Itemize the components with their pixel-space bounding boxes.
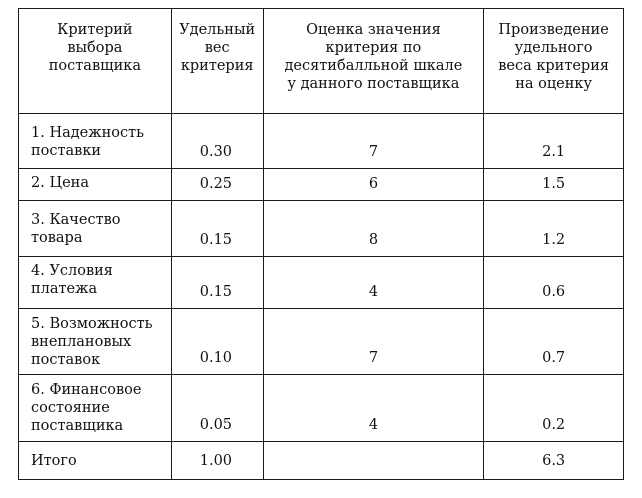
weight-value: 0.15 [199,284,233,300]
score-cell [264,169,485,200]
weight-value: 0.15 [199,232,233,248]
table-row [19,375,624,442]
table-row [19,169,624,201]
weight-value: 0.25 [199,176,233,192]
table-row [19,309,624,375]
header-score: Оценка значения критерия по десятибалльной шкале у данного поставщика [264,9,485,113]
product-value: 0.6 [542,284,566,300]
total-score-cell [264,442,485,479]
header-product: Произведение удельного веса критерия на оценку [484,9,624,113]
table-row [19,257,624,309]
score-cell [264,309,485,374]
score-cell [264,201,485,256]
criterion-cell: 1. Надежность поставки [19,114,172,168]
total-product-value: 6.3 [542,452,566,469]
weight-value: 0.05 [199,417,233,433]
product-cell [484,257,624,308]
weight-cell [172,169,264,200]
criterion-cell: 3. Качество товара [19,201,172,256]
weight-cell [172,375,264,441]
score-value: 6 [368,176,379,192]
weight-cell [172,114,264,168]
score-value: 7 [368,350,379,366]
product-value: 0.7 [542,350,566,366]
product-cell [484,201,624,256]
score-cell [264,114,485,168]
header-row [19,9,624,114]
weight-cell [172,201,264,256]
weight-cell [172,309,264,374]
header-weight: Удельный вес критерия [172,9,264,113]
product-value: 0.2 [542,417,566,433]
product-cell [484,309,624,374]
product-cell [484,169,624,200]
criterion-cell: 5. Возможность внеплановых поставок [19,309,172,374]
product-value: 1.5 [542,176,566,192]
total-product-cell [484,442,624,479]
criterion-cell: 2. Цена [19,169,172,200]
score-value: 4 [368,417,379,433]
score-value: 4 [368,284,379,300]
total-label: Итого [19,442,172,479]
header-criterion: Критерий выбора поставщика [19,9,172,113]
product-cell [484,375,624,441]
weight-value: 0.10 [199,350,233,366]
table-row [19,201,624,257]
total-weight-cell [172,442,264,479]
total-weight-value: 1.00 [199,452,233,469]
weight-cell [172,257,264,308]
criterion-cell: 6. Финансовое состояние поставщика [19,375,172,441]
product-cell [484,114,624,168]
score-cell [264,257,485,308]
weight-value: 0.30 [199,144,233,160]
score-cell [264,375,485,441]
total-row [19,442,624,480]
score-value: 8 [368,232,379,248]
supplier-evaluation-table [18,8,624,480]
table-row [19,114,624,169]
product-value: 1.2 [542,232,566,248]
score-value: 7 [368,144,379,160]
product-value: 2.1 [542,144,566,160]
criterion-cell: 4. Условия платежа [19,257,172,308]
